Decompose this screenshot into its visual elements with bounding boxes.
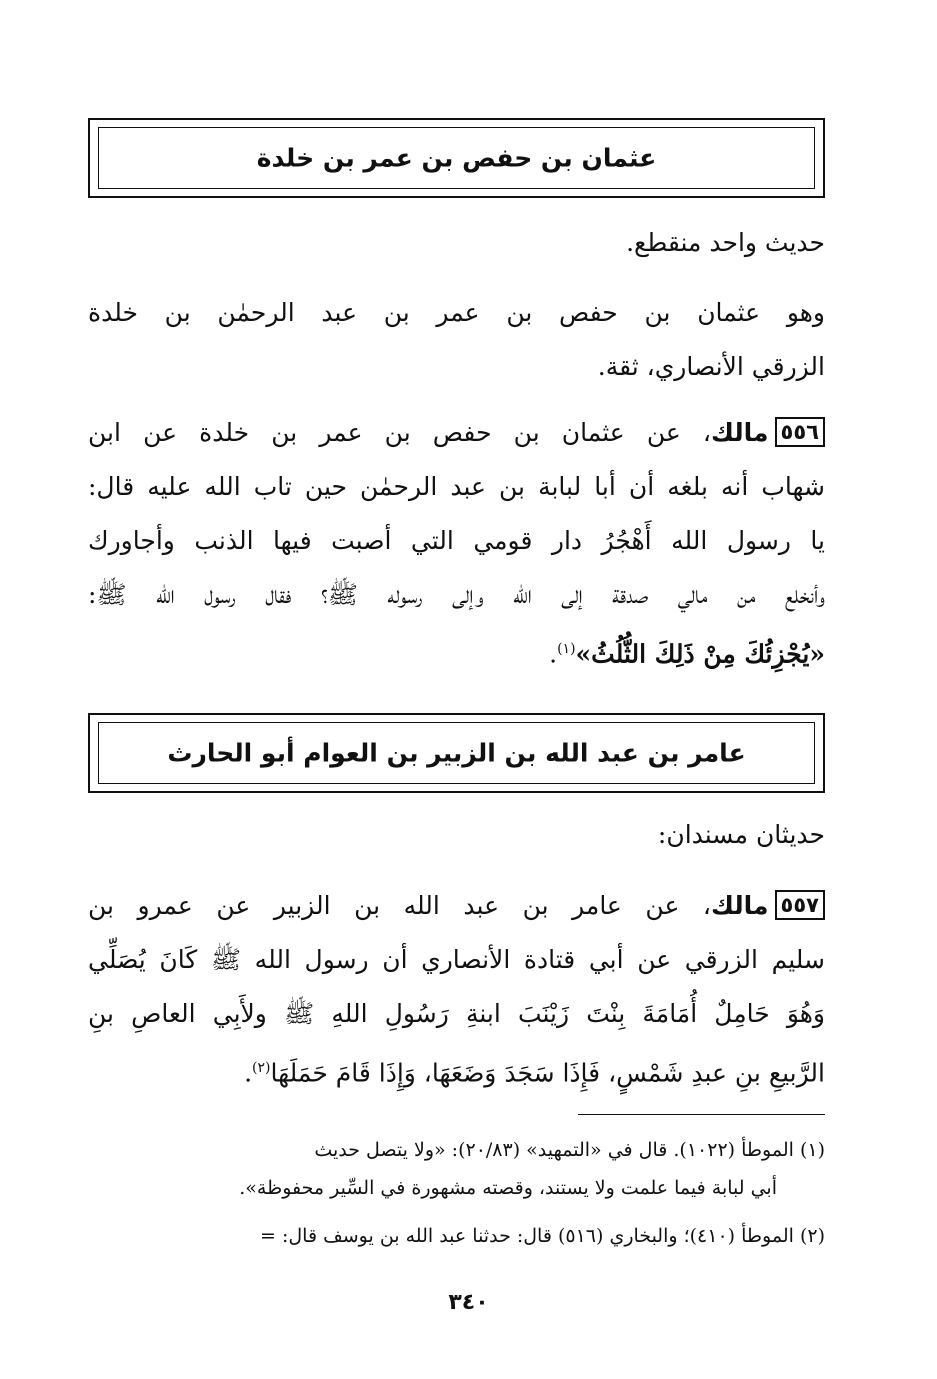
hadith-line: وَهُوَ حَامِلٌ أُمَامَةَ بِنْتَ زَيْنَبَ ابنةِ رَسُولِ اللهِ ﷺ ولأَبِي العاصِ بنِ <box>88 999 825 1028</box>
hadith-number: ٥٥٦ <box>775 417 825 447</box>
footnote-1 <box>60 1131 825 1207</box>
narrator-name: مالك <box>711 891 769 920</box>
section-title-box-1 <box>88 118 825 198</box>
footnote-ref: (١) <box>557 641 576 657</box>
footnote-line: (٢) الموطأ (٤١٠)؛ والبخاري (٥١٦) قال: حدثنا عبد الله بن يوسف قال: = <box>260 1225 825 1247</box>
footnote-2 <box>60 1217 825 1255</box>
intro-text: حديثان مسندان: <box>657 820 825 849</box>
section2-intro <box>88 808 825 862</box>
hadith-556 <box>88 406 825 681</box>
hadith-line <box>88 406 825 460</box>
section1-intro <box>88 216 825 270</box>
footnote-line: أبي لبابة فيما علمت ولا يستند، وقصته مشهورة في السِّير محفوظة». <box>239 1177 777 1199</box>
hadith-end: . <box>244 1058 253 1088</box>
hadith-557 <box>88 879 825 1100</box>
section-title-1: عثمان بن حفص بن عمر بن خلدة <box>256 143 657 173</box>
section-title-box-2 <box>88 713 825 793</box>
footnote-line: (١) الموطأ (١٠٢٢). قال في «التمهيد» (٢٠/٨٣): «ولا يتصل حديث <box>314 1139 825 1161</box>
footnote-ref: (٢) <box>252 1060 271 1076</box>
hadith-line: يا رسول الله أَهْجُرُ دار قومي التي أصبت فيها الذنب وأجاورك <box>88 526 825 555</box>
page-number: ٣٤٠ <box>448 1290 489 1315</box>
section1-bio <box>88 286 825 394</box>
narrator-name: مالك <box>711 418 769 447</box>
hadith-line <box>88 622 825 681</box>
bio-line: وهو عثمان بن حفص بن عمر بن عبد الرحمٰن بن خلدة <box>88 298 825 327</box>
intro-text: حديث واحد منقطع. <box>626 228 825 257</box>
hadith-line: شهاب أنه بلغه أن أبا لبابة بن عبد الرحمٰن حين تاب الله عليه قال: <box>88 472 825 501</box>
bio-line: الزرقي الأنصاري، ثقة. <box>597 352 825 381</box>
hadith-text: ، عن عثمان بن حفص بن عمر بن خلدة عن ابن <box>88 418 711 447</box>
section-title-2: عامر بن عبد الله بن الزبير بن العوام أبو الحارث <box>167 738 746 768</box>
hadith-number: ٥٥٧ <box>775 890 825 920</box>
hadith-end: . <box>549 639 558 669</box>
hadith-line: وأنخلع من مالي صدقة إلى الله وإلى رسوله ﷺ؟ فقال رسول الله ﷺ: <box>88 580 825 609</box>
prophetic-quote: «يُجْزِئُكَ مِنْ ذَلِكَ الثُّلُثُ» <box>575 639 825 669</box>
hadith-line: سليم الزرقي عن أبي قتادة الأنصاري أن رسول الله ﷺ كَانَ يُصَلِّي <box>88 945 825 974</box>
footnote-separator <box>578 1114 825 1115</box>
hadith-line <box>88 879 825 933</box>
hadith-text: ، عن عامر بن عبد الله بن الزبير عن عمرو بن <box>88 891 711 920</box>
hadith-line <box>88 1041 825 1100</box>
hadith-text: الرَّبيعِ بنِ عبدِ شَمْسٍ، فَإِذَا سَجَدَ وَضَعَهَا، وَإِذَا قَامَ حَمَلَهَا <box>270 1058 825 1088</box>
